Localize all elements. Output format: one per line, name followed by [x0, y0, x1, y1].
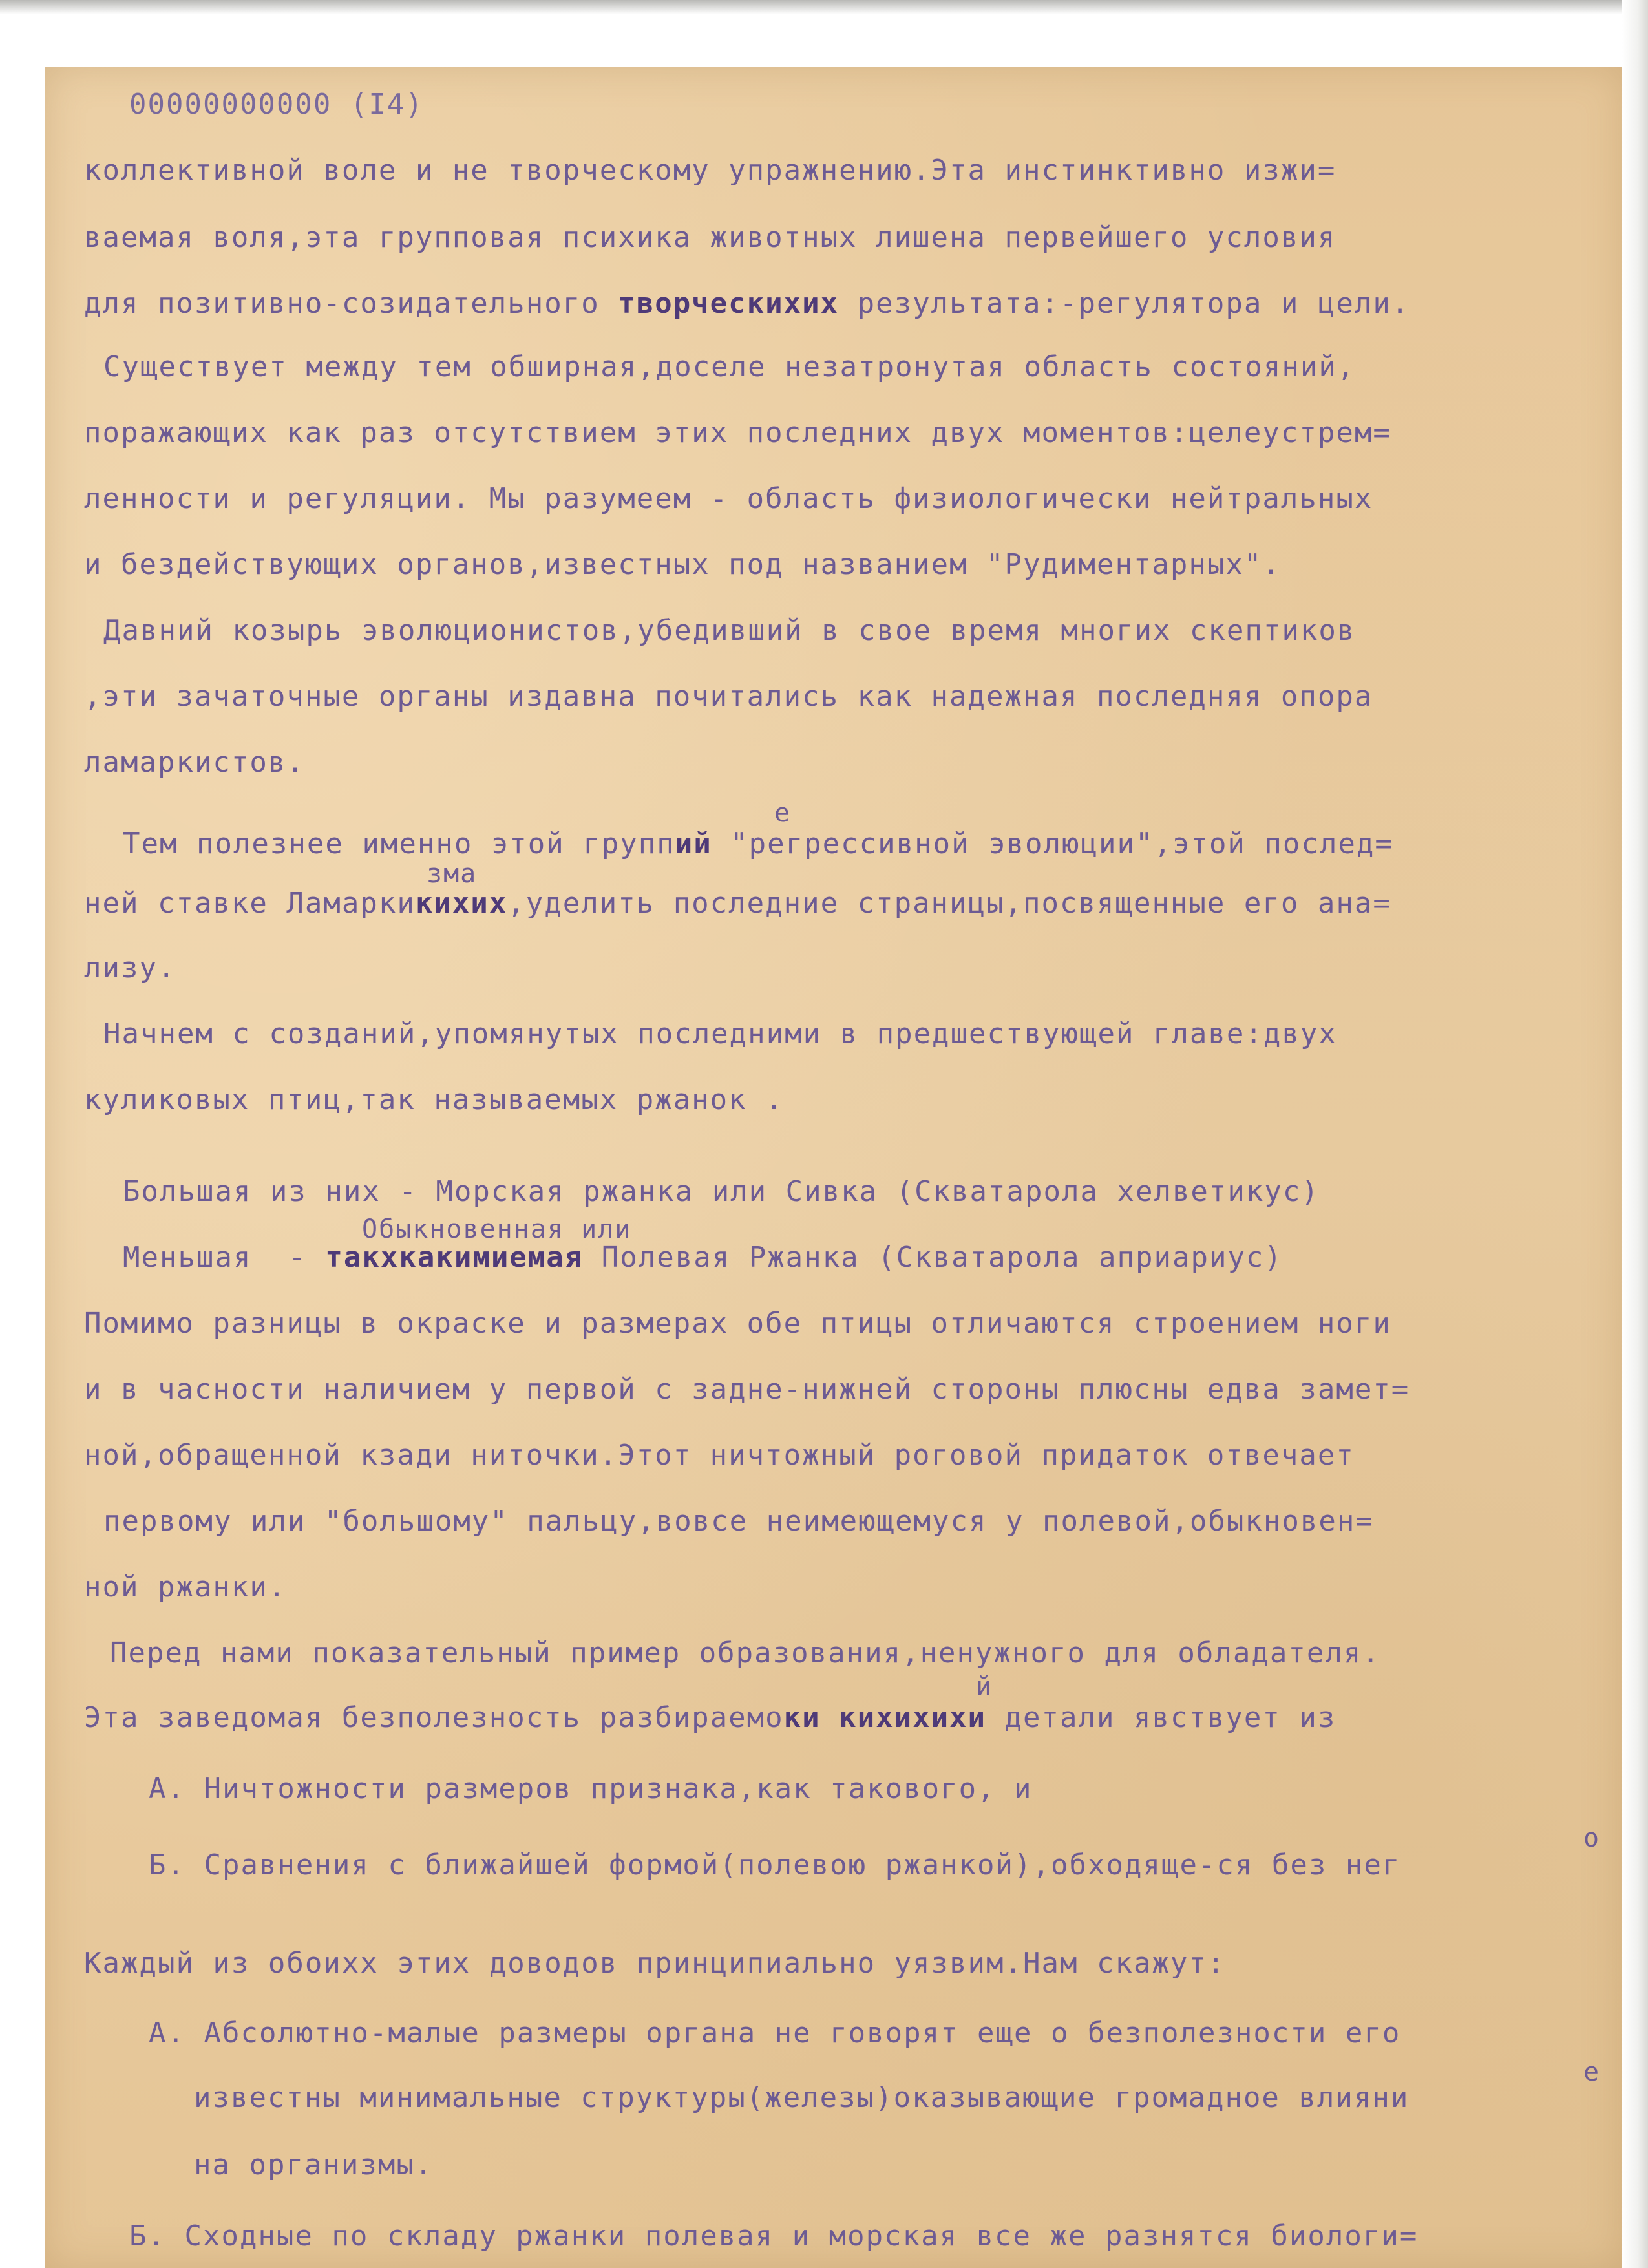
insertion-e2: е [1583, 2057, 1601, 2087]
text-line-7: и бездействующих органов,известных под названием "Рудиментарных". [84, 548, 1281, 581]
scan-top-edge [0, 0, 1648, 14]
text-line-3-start: для позитивно-созидательного [84, 287, 618, 320]
text-line-24 [84, 1702, 1336, 1734]
text-line-11-end: "регрессивной эволюции",этой послед= [712, 827, 1393, 860]
text-line-19: и в часности наличием у первой с задне-нижней стороны плюсны едва замет= [84, 1373, 1410, 1406]
text-line-18: Помимо разницы в окраске и размерах обе птицы отличаются строением ноги [84, 1307, 1391, 1340]
text-line-6: ленности и регуляции. Мы разумеем - область физиологически нейтральных [84, 482, 1373, 515]
text-line-16: Большая из них - Морская ржанка или Сивка (Скватарола хелветикус) [123, 1175, 1320, 1208]
text-line-4: Существует между тем обширная,доселе незатронутая область состояний, [103, 350, 1356, 383]
scan-right-edge [1622, 0, 1648, 2268]
text-line-22: ной ржанки. [84, 1571, 287, 1604]
page-header: 00000000000 (I4) [129, 88, 424, 121]
list-item-a1: А. Ничтожности размеров признака,как таковогo, и [149, 1772, 1033, 1805]
text-line-17-start: Меньшая - [123, 1241, 326, 1274]
typewritten-page [45, 67, 1622, 2268]
insertion-zma: зма [427, 859, 478, 889]
list-item-a2-end: на организмы. [194, 2148, 434, 2181]
text-line-21: первому или "большому" пальцу,вовсе неимеющемуся у полевой,обыкновен= [103, 1505, 1374, 1538]
text-line-23: Перед нами показательный пример образования,ненужного для обладателя. [110, 1637, 1380, 1669]
text-line-13: лизу. [84, 951, 176, 984]
text-line-12-start: ней ставке Ламарки [84, 887, 416, 920]
struck-text-5: ки кихихихи [783, 1701, 987, 1734]
insertion-obyknovennaya: Обыкновенная или [362, 1214, 632, 1244]
text-line-15: куликовых птиц,так называемых ржанок . [84, 1083, 784, 1116]
text-line-2: ваемая воля,эта групповая психика животных лишена первейшего условия [84, 221, 1336, 254]
text-line-3-end: результата:-регулятора и цели. [839, 287, 1410, 320]
text-line-1: коллективной воле и не творческому упражнению.Эта инстинктивно изжи= [84, 154, 1336, 187]
text-line-27: Каждый из обоихх этих доводов принципиально уязвим.Нам скажут: [84, 1947, 1226, 1980]
list-item-b2: Б. Сходные по складу ржанки полевая и морская все же разнятся биологи= [129, 2220, 1419, 2252]
text-line-17-end: Полевая Ржанка (Скватарола априариус) [583, 1241, 1283, 1274]
struck-text-3: кихих [415, 887, 508, 920]
text-line-8: Давний козырь эволюционистов,убедивший в свое время многих скептиков [103, 614, 1356, 647]
insertion-e: е [774, 798, 792, 828]
text-line-24-end: детали явствует из [986, 1701, 1336, 1734]
list-item-a2-cont: известны минимальные структуры(железы)оказывающие громадное влияни [194, 2081, 1410, 2114]
text-line-9: ,эти зачаточные органы издавна почитались как надежная последняя опора [84, 680, 1373, 713]
insertion-o: о [1583, 1823, 1601, 1853]
insertion-ii: й [976, 1672, 993, 1702]
text-line-3 [84, 288, 1410, 320]
list-item-a2: А. Абсолютно-малые размеры органа не говорят еще о безполезности его [149, 2017, 1401, 2050]
struck-text-4: такхкакимиемая [325, 1241, 584, 1274]
text-line-11-start: Тем полезнее именно этой групп [123, 827, 675, 860]
text-line-12-end: ,уделить последние страницы,посвященные его ана= [507, 887, 1391, 920]
text-line-5: поражающих как раз отсутствием этих последних двух моментов:целеустрем= [84, 416, 1391, 449]
text-line-17 [123, 1242, 1283, 1274]
struck-text-2: ий [675, 827, 712, 860]
text-line-10: ламаркистов. [84, 746, 305, 779]
text-line-24-start: Эта заведомая безполезность разбираемо [84, 1701, 784, 1734]
text-line-14: Начнем с созданий,упомянутых последними в предшествующей главе:двух [103, 1017, 1337, 1050]
list-item-b1: Б. Сравнения с ближайшей формой(полевою ржанкой),обходяще-ся без нег [149, 1849, 1401, 1881]
text-line-11 [123, 828, 1393, 860]
struck-text-1: творческихих [618, 287, 840, 320]
text-line-12 [84, 887, 1391, 920]
text-line-20: ной,обращенной кзади ниточки.Этот ничтожный роговой придаток отвечает [84, 1439, 1355, 1472]
